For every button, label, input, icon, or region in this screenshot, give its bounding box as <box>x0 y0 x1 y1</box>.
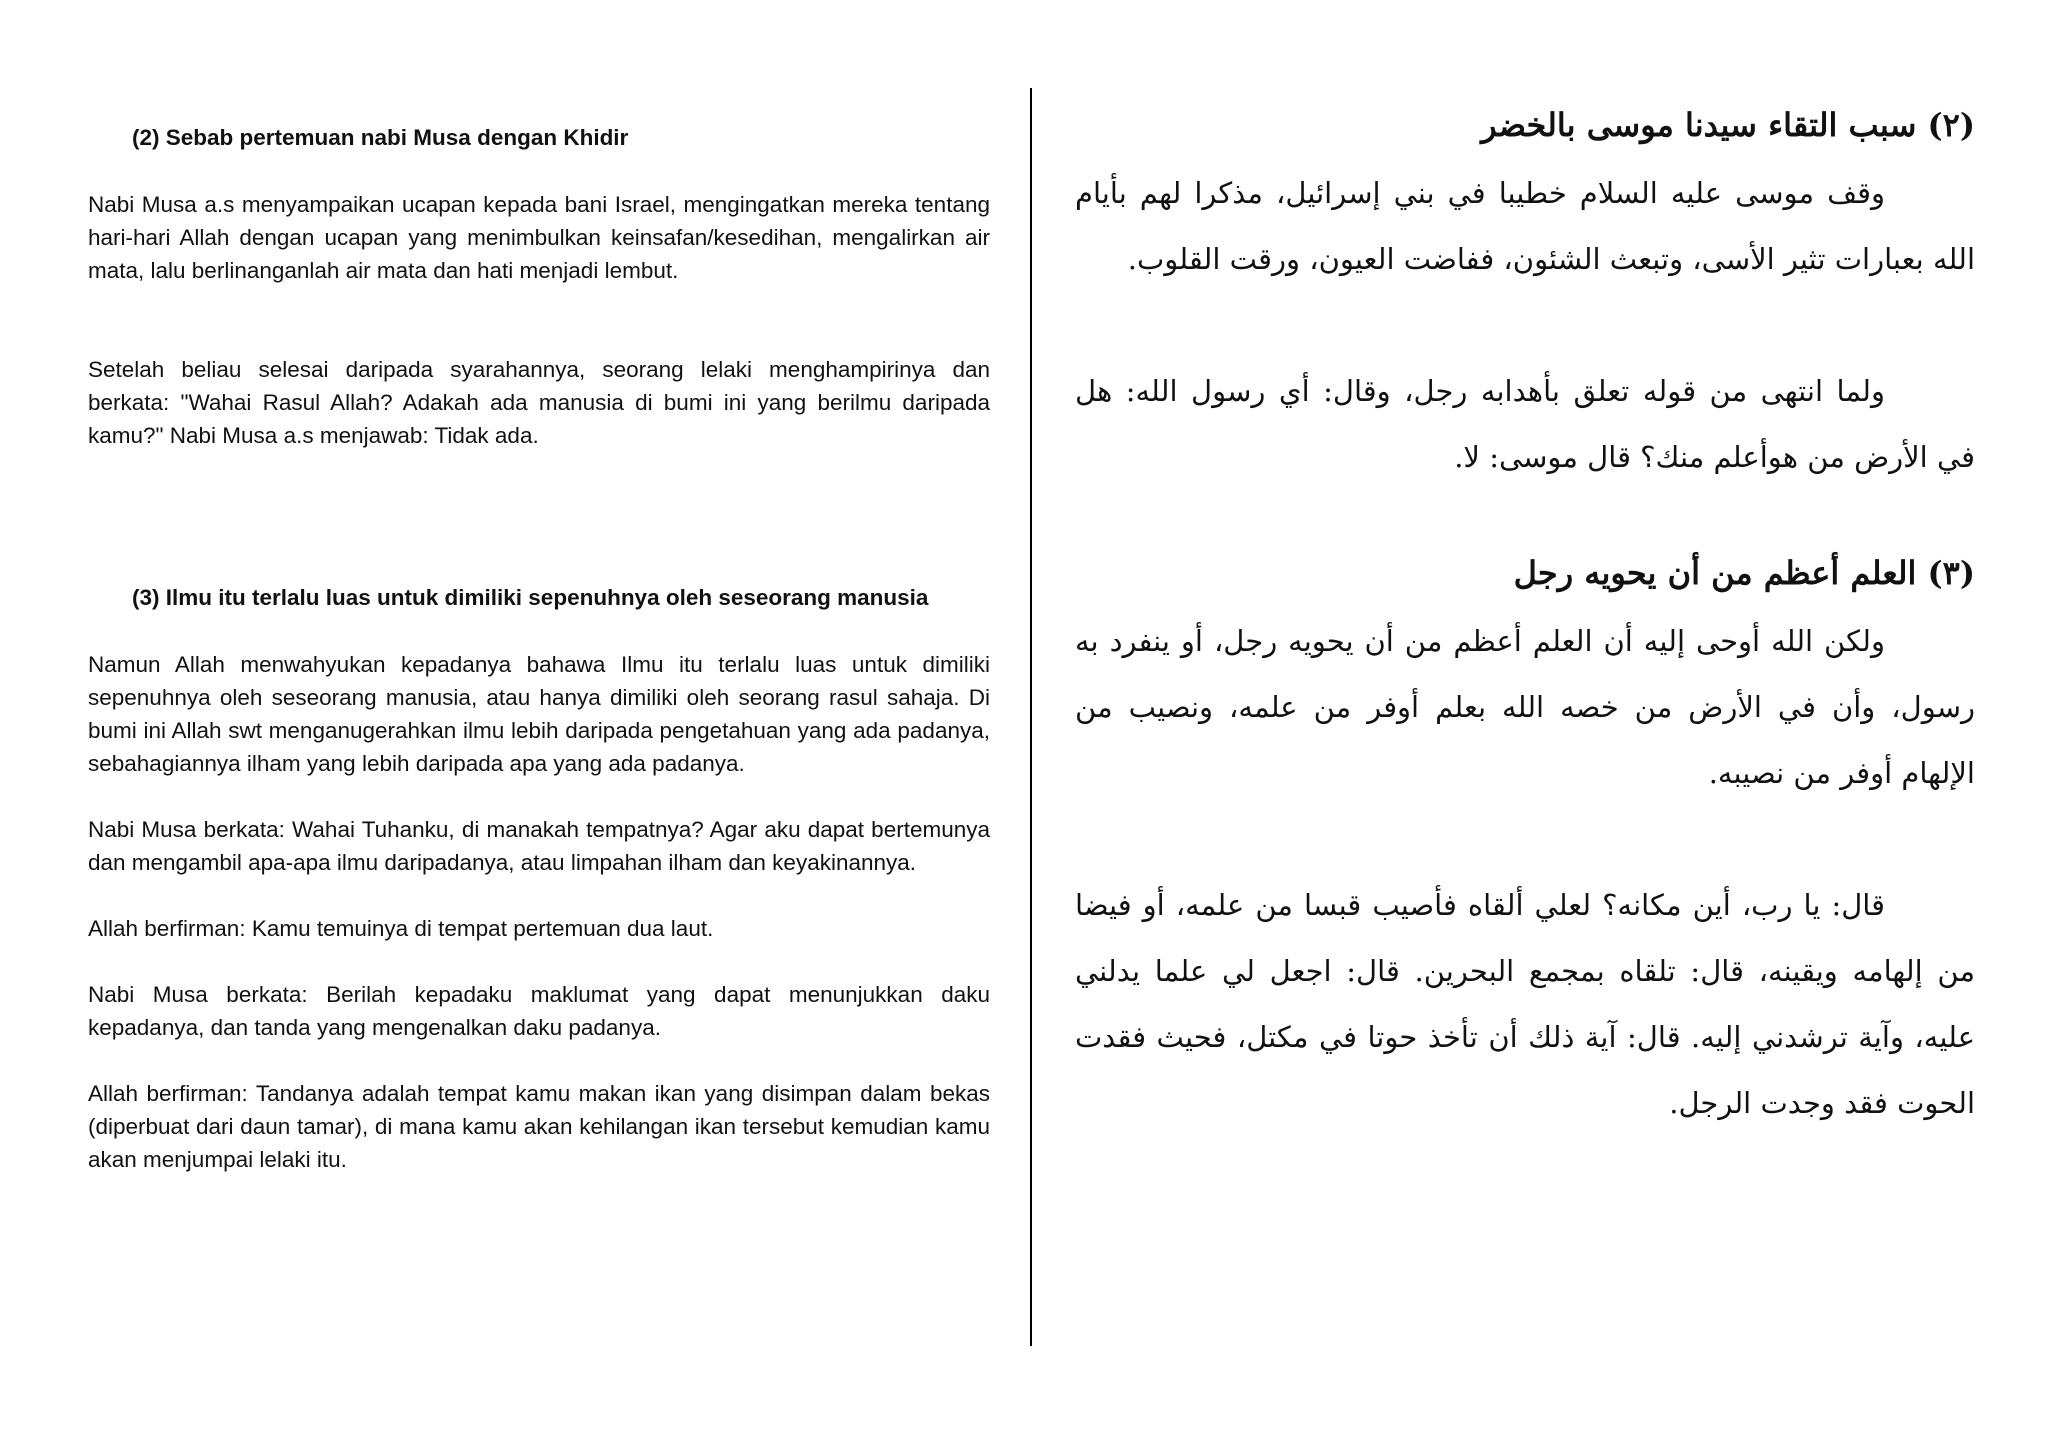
section-3-paragraph-2-malay: Nabi Musa berkata: Wahai Tuhanku, di manakah tempatnya? Agar aku dapat bertemunya dan mengambil apa-apa ilmu daripadanya, atau limpahan ilham dan keyakinannya. <box>88 817 990 875</box>
arabic-column <box>1075 90 1975 1136</box>
section-3-paragraph-1-arabic: ولكن الله أوحى إليه أن العلم أعظم من أن يحويه رجل، أو ينفرد به رسول، وأن في الأرض من خصه الله بعلم أوفر من علمه، ونصيب من الإلهام أوفر من نصيبه. <box>1075 624 1975 790</box>
section-3-heading-malay: (3) Ilmu itu terlalu luas untuk dimiliki sepenuhnya oleh seseorang manusia <box>132 585 929 610</box>
section-3-paragraph-3-malay: Allah berfirman: Kamu temuinya di tempat pertemuan dua laut. <box>88 916 714 941</box>
column-divider <box>1030 88 1032 1346</box>
section-3-paragraph-4-malay: Nabi Musa berkata: Berilah kepadaku maklumat yang dapat menunjukkan daku kepadanya, dan tanda yang mengenalkan daku padanya. <box>88 982 990 1040</box>
section-3-heading-arabic: (٣) العلم أعظم من أن يحويه رجل <box>1513 554 1975 592</box>
section-3-paragraph-2-arabic: قال: يا رب، أين مكانه؟ لعلي ألقاه فأصيب قبسا من علمه، أو فيضا من إلهامه ويقينه، قال: تلقاه بمجمع البحرين. قال: اجعل لي علما يدلني عليه، وآية ترشدني إليه. قال: آية ذلك أن تأخذ حوتا في مكتل، فحيث فقدت الحوت فقد وجدت الرجل. <box>1075 888 1975 1120</box>
section-3-paragraph-1-malay: Namun Allah menwahyukan kepadanya bahawa Ilmu itu terlalu luas untuk dimiliki sepenuhnya oleh seseorang manusia, atau hanya dimiliki oleh seorang rasul sahaja. Di bumi ini Allah swt menganugerahkan ilmu lebih daripada pengetahuan yang ada padanya, sebahagiannya ilham yang lebih daripada apa yang ada padanya. <box>88 652 990 776</box>
section-2-paragraph-1-malay: Nabi Musa a.s menyampaikan ucapan kepada bani Israel, mengingatkan mereka tentang hari-hari Allah dengan ucapan yang menimbulkan keinsafan/kesedihan, mengalirkan air mata, lalu berlinanganlah air mata dan hati menjadi lembut. <box>88 192 990 283</box>
section-2-paragraph-2-arabic: ولما انتهى من قوله تعلق بأهدابه رجل، وقال: أي رسول الله: هل في الأرض من هوأعلم منك؟ قال موسى: لا. <box>1075 374 1975 474</box>
section-2-paragraph-2-malay: Setelah beliau selesai daripada syarahannya, seorang lelaki menghampirinya dan berkata: "Wahai Rasul Allah? Adakah ada manusia di bumi ini yang berilmu daripada kamu?" Nabi Musa a.s menjawab: Tidak ada. <box>88 357 990 448</box>
section-3-paragraph-5-malay: Allah berfirman: Tandanya adalah tempat kamu makan ikan yang disimpan dalam bekas (diperbuat dari daun tamar), di mana kamu akan kehilangan ikan tersebut kemudian kamu akan menjumpai lelaki itu. <box>88 1081 990 1172</box>
malay-column <box>88 118 990 1176</box>
section-2-paragraph-1-arabic: وقف موسى عليه السلام خطيبا في بني إسرائيل، مذكرا لهم بأيام الله بعبارات تثير الأسى، وتبعث الشئون، ففاضت العيون، ورقت القلوب. <box>1075 176 1975 276</box>
section-2-heading-malay: (2) Sebab pertemuan nabi Musa dengan Khidir <box>132 125 629 150</box>
section-2-heading-arabic: (٢) سبب التقاء سيدنا موسى بالخضر <box>1481 106 1975 144</box>
